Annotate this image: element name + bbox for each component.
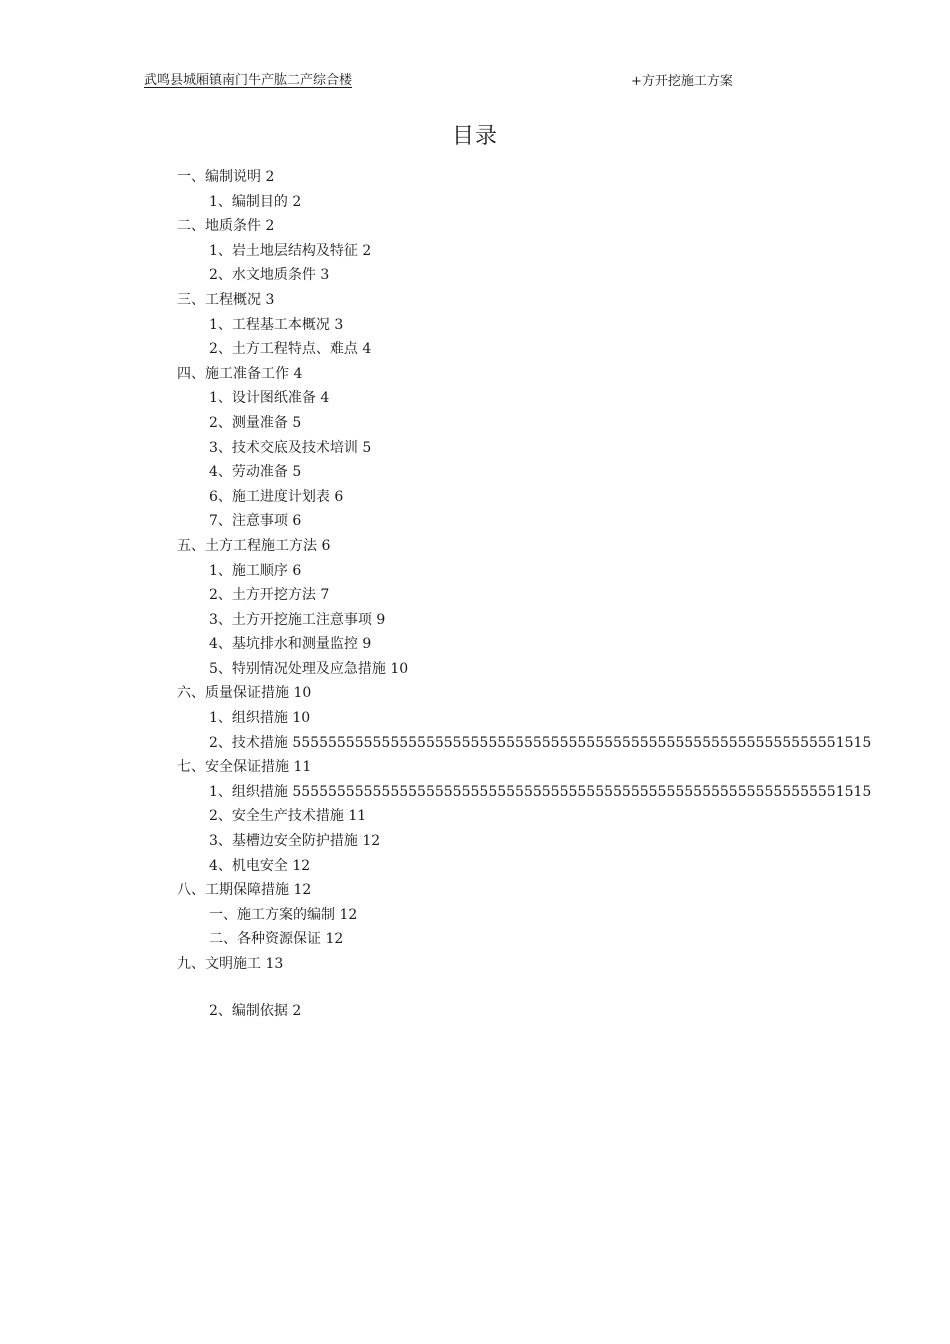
toc-subsection-entry: 5、特别情况处理及应急措施 10: [209, 660, 409, 677]
toc-subsection-entry: 7、注意事项 6: [209, 513, 302, 530]
toc-subsection-entry: 1、组织措施 55555555555555555555555555555555555555555555555555555555555551515: [209, 783, 872, 800]
toc-subsection-entry: 一、施工方案的编制 12: [209, 906, 358, 923]
toc-subsection-entry: 3、基槽边安全防护措施 12: [209, 833, 381, 850]
header-project-name: 武鸣县城厢镇南门牛产肱二产综合楼: [144, 73, 353, 88]
toc-subsection-entry: 1、设计图纸准备 4: [209, 390, 330, 407]
toc-section-entry: 五、土方工程施工方法 6: [177, 537, 331, 554]
toc-subsection-entry: 4、基坑排水和测量监控 9: [209, 636, 372, 653]
header-document-name: +方开挖施工方案: [631, 74, 733, 89]
toc-section-entry: 八、工期保障措施 12: [177, 882, 312, 899]
toc-section-entry: 二、地质条件 2: [177, 218, 275, 235]
toc-subsection-entry: 1、岩土地层结构及特征 2: [209, 242, 372, 259]
toc-section-entry: 三、工程概况 3: [177, 291, 275, 308]
toc-subsection-entry: 2、安全生产技术措施 11: [209, 808, 367, 825]
toc-section-entry: 七、安全保证措施 11: [177, 759, 312, 776]
toc-subsection-entry: 6、施工进度计划表 6: [209, 488, 344, 505]
toc-list: [0, 165, 950, 977]
toc-subsection-entry: 1、工程基工本概况 3: [209, 316, 344, 333]
toc-subsection-entry: 2、土方开挖方法 7: [209, 587, 330, 604]
toc-subsection-entry: 3、技术交底及技术培训 5: [209, 439, 372, 456]
toc-subsection-entry: 4、劳动准备 5: [209, 464, 302, 481]
toc-section-entry: 六、质量保证措施 10: [177, 685, 312, 702]
toc-title: 目录: [451, 124, 498, 149]
toc-section-entry: 一、编制说明 2: [177, 169, 275, 185]
toc-subsection-entry: 2、土方工程特点、难点 4: [209, 341, 372, 358]
toc-subsection-entry: 2、水文地质条件 3: [209, 267, 330, 284]
toc-subsection-entry: 2、测量准备 5: [209, 414, 302, 431]
toc-subsection-entry: 2、技术措施 55555555555555555555555555555555555555555555555555555555555551515: [209, 734, 872, 751]
toc-subsection-entry: 4、机电安全 12: [209, 857, 311, 874]
toc-trailing-item: 2、编制依据 2: [209, 1003, 302, 1019]
toc-subsection-entry: 二、各种资源保证 12: [209, 931, 344, 948]
toc-subsection-entry: 1、施工顺序 6: [209, 562, 302, 579]
page-header: [0, 0, 950, 100]
toc-section-entry: 四、施工准备工作 4: [177, 365, 303, 382]
toc-subsection-entry: 1、编制目的 2: [209, 193, 302, 210]
toc-subsection-entry: 1、组织措施 10: [209, 710, 311, 727]
toc-section-entry: 九、文明施工 13: [177, 956, 284, 972]
toc-subsection-entry: 3、土方开挖施工注意事项 9: [209, 611, 386, 628]
